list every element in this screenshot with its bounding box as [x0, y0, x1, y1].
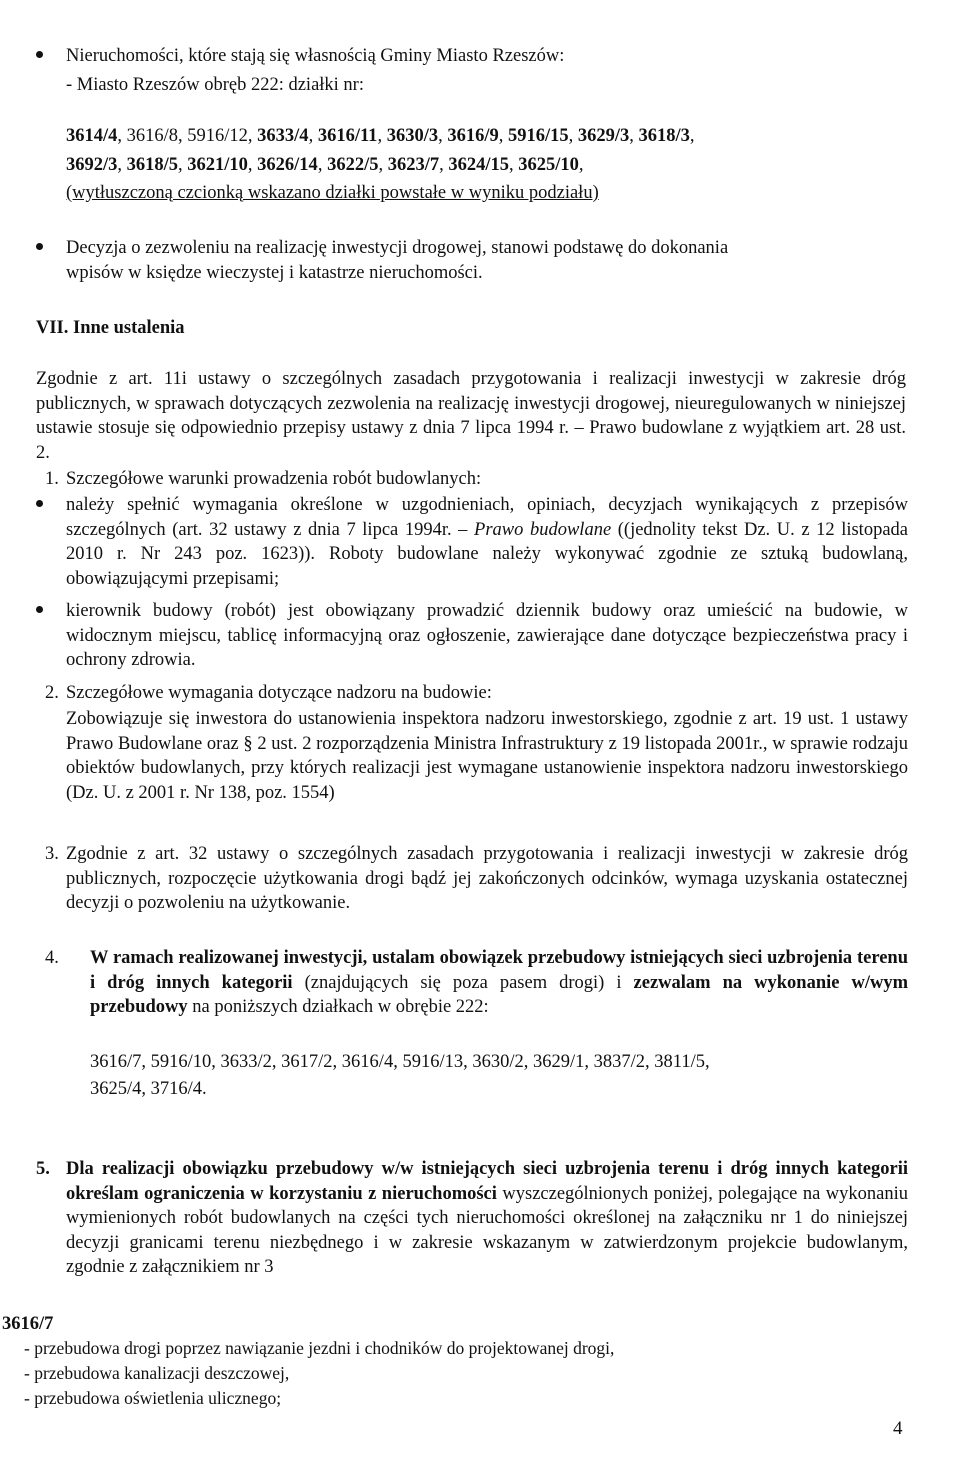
- parcel-number: ,: [178, 155, 188, 175]
- parcel-list-line: [66, 153, 936, 178]
- parcel-note: (wytłuszczoną czcionką wskazano działki powstałe w wyniku podziału): [66, 183, 599, 203]
- section-intro: Zgodnie z art. 11i ustawy o szczególnych zasadach przygotowania i realizacji inwestycji w zakresie dróg publicznych, w sprawach dotyczących zezwolenia na realizację inwestycji drogowej, nieuregulowanych w niniejszej ustawie stosuje się odpowiednio przepisy ustawy z dnia 7 lipca 1994 r. – Prawo budowlane z wyjątkiem art. 28 ust. 2.: [36, 369, 906, 463]
- parcel-number: ,: [317, 155, 328, 175]
- parcel-number: ,: [117, 126, 127, 146]
- parcel-label: 3616/7: [2, 1314, 54, 1334]
- parcel-list-line: 3616/7, 5916/10, 3633/2, 3617/2, 3616/4, 5916/13, 3630/2, 3629/1, 3837/2, 3811/5,: [90, 1052, 710, 1072]
- parcel-number-new: 3624/15: [448, 155, 509, 175]
- parcel-number: ,: [568, 126, 578, 146]
- bullet-marker: [36, 51, 43, 58]
- item-bullet-text: kierownik budowy (robót) jest obowiązany prowadzić dziennik budowy oraz umieścić na budowie, w widocznym miejscu, tablicę informacyjną oraz ogłoszenie, zawierające dane dotyczące bezpieczeństwa pracy i ochrony zdrowia.: [66, 601, 908, 670]
- item-number: 2.: [45, 683, 59, 703]
- item-text: W ramach realizowanej inwestycji, ustalam obowiązek przebudowy istniejących sieci uzbrojenia terenu i dróg innych kategorii (znajdujących się poza pasem drogi) i zezwalam na wykonanie w/wym przebudowy na poniższych działkach w obrębie 222:: [90, 948, 908, 1017]
- bullet-marker: [36, 500, 43, 507]
- parcel-number: ,: [178, 126, 188, 146]
- parcel-number: ,: [378, 155, 388, 175]
- parcel-number: ,: [247, 155, 258, 175]
- parcel-list-line: [66, 124, 936, 149]
- parcel-number: ,: [629, 126, 639, 146]
- property-line-2: - Miasto Rzeszów obręb 222: działki nr:: [66, 75, 364, 95]
- parcel-number: ,: [498, 126, 508, 146]
- decision-line-1: Decyzja o zezwoleniu na realizację inwestycji drogowej, stanowi podstawę do dokonania: [66, 238, 729, 258]
- parcel-number-new: 3618/3: [638, 126, 690, 146]
- item-title: Szczegółowe wymagania dotyczące nadzoru na budowie:: [66, 683, 492, 703]
- item-number: 4.: [45, 948, 59, 968]
- parcel-number: ,: [377, 126, 387, 146]
- parcel-list-line: 3625/4, 3716/4.: [90, 1079, 207, 1099]
- parcel-detail-line: - przebudowa oświetlenia ulicznego;: [24, 1388, 282, 1408]
- item-text: Zobowiązuje się inwestora do ustanowienia inspektora nadzoru inwestorskiego, zgodnie z art. 19 ust. 1 ustawy Prawo Budowlane oraz § 2 ust. 2 rozporządzenia Ministra Infrastruktury z 19 listopada 2001r., w sprawie rodzaju obiektów budowlanych, przy których realizacji jest wymagane ustanowienie inspektora nadzoru inwestorskiego (Dz. U. z 2001 r. Nr 138, poz. 1554): [66, 709, 908, 803]
- parcel-number-new: 5916/15: [507, 126, 569, 146]
- page-number: 4: [893, 1418, 903, 1439]
- item-bullet-text: należy spełnić wymagania określone w uzgodnieniach, opiniach, decyzjach wynikających z przepisów szczególnych (art. 32 ustawy z dnia 7 lipca 1994r. – Prawo budowlane ((jednolity tekst Dz. U. z 12 listopada 2010 r. Nr 243 poz. 1623)). Roboty budowlane należy wykonywać zgodnie ze sztuką budowlaną, obowiązującymi przepisami;: [66, 495, 908, 589]
- parcel-number-new: 3623/7: [387, 155, 440, 175]
- item-text: Dla realizacji obowiązku przebudowy w/w istniejących sieci uzbrojenia terenu i dróg innych kategorii określam ograniczenia w korzystaniu z nieruchomości wyszczególnionych poniżej, polegające na wykonaniu wymienionych robót budowlanych na części tych nieruchomości określonej na załączniku nr 1 do niniejszej decyzji granicami terenu niezbędnego i w zakresie wskazanym w zatwierdzonym projekcie budowlanym, zgodnie z załącznikiem nr 3: [66, 1159, 908, 1277]
- item-number: 1.: [45, 469, 59, 489]
- parcel-number-new: 3626/14: [257, 155, 318, 175]
- parcel-number: 3616/8: [126, 126, 179, 146]
- parcel-number-new: 3692/3: [66, 155, 118, 175]
- bullet-marker: [36, 243, 43, 250]
- parcel-number: ,: [689, 126, 695, 146]
- parcel-number-new: 3616/11: [317, 126, 378, 146]
- parcel-number: ,: [438, 126, 448, 146]
- parcel-number-new: 3622/5: [327, 155, 379, 175]
- bullet-marker: [36, 606, 43, 613]
- parcel-detail-line: - przebudowa drogi poprzez nawiązanie jezdni i chodników do projektowanej drogi,: [24, 1338, 615, 1358]
- parcel-number: ,: [247, 126, 258, 146]
- parcel-number: ,: [439, 155, 449, 175]
- section-heading: VII. Inne ustalenia: [36, 318, 185, 338]
- decision-line-2: wpisów w księdze wieczystej i katastrze nieruchomości.: [66, 263, 483, 283]
- parcel-number-new: 3630/3: [386, 126, 439, 146]
- item-title: Szczegółowe warunki prowadzenia robót budowlanych:: [66, 469, 482, 489]
- item-number: 5.: [36, 1159, 50, 1179]
- parcel-number-new: 3621/10: [187, 155, 248, 175]
- parcel-number-new: 3629/3: [577, 126, 630, 146]
- parcel-number-new: 3618/5: [126, 155, 179, 175]
- property-line-1: Nieruchomości, które stają się własnością Gminy Miasto Rzeszów:: [66, 46, 565, 66]
- parcel-detail-line: - przebudowa kanalizacji deszczowej,: [24, 1363, 290, 1383]
- parcel-number-new: 3614/4: [66, 126, 118, 146]
- parcel-number-new: 3625/10: [518, 155, 579, 175]
- parcel-number: ,: [578, 155, 584, 175]
- item-text: Zgodnie z art. 32 ustawy o szczególnych zasadach przygotowania i realizacji inwestycji w zakresie dróg publicznych, rozpoczęcie użytkowania drogi bądź jej zakończonych odcinków, wymaga uzyskania ostatecznej decyzji o pozwoleniu na użytkowanie.: [66, 844, 908, 913]
- parcel-number: ,: [117, 155, 127, 175]
- parcel-number-new: 3633/4: [257, 126, 309, 146]
- parcel-number: ,: [308, 126, 318, 146]
- parcel-number: 5916/12: [187, 126, 248, 146]
- parcel-number-new: 3616/9: [447, 126, 499, 146]
- item-number: 3.: [45, 844, 59, 864]
- parcel-number: ,: [508, 155, 519, 175]
